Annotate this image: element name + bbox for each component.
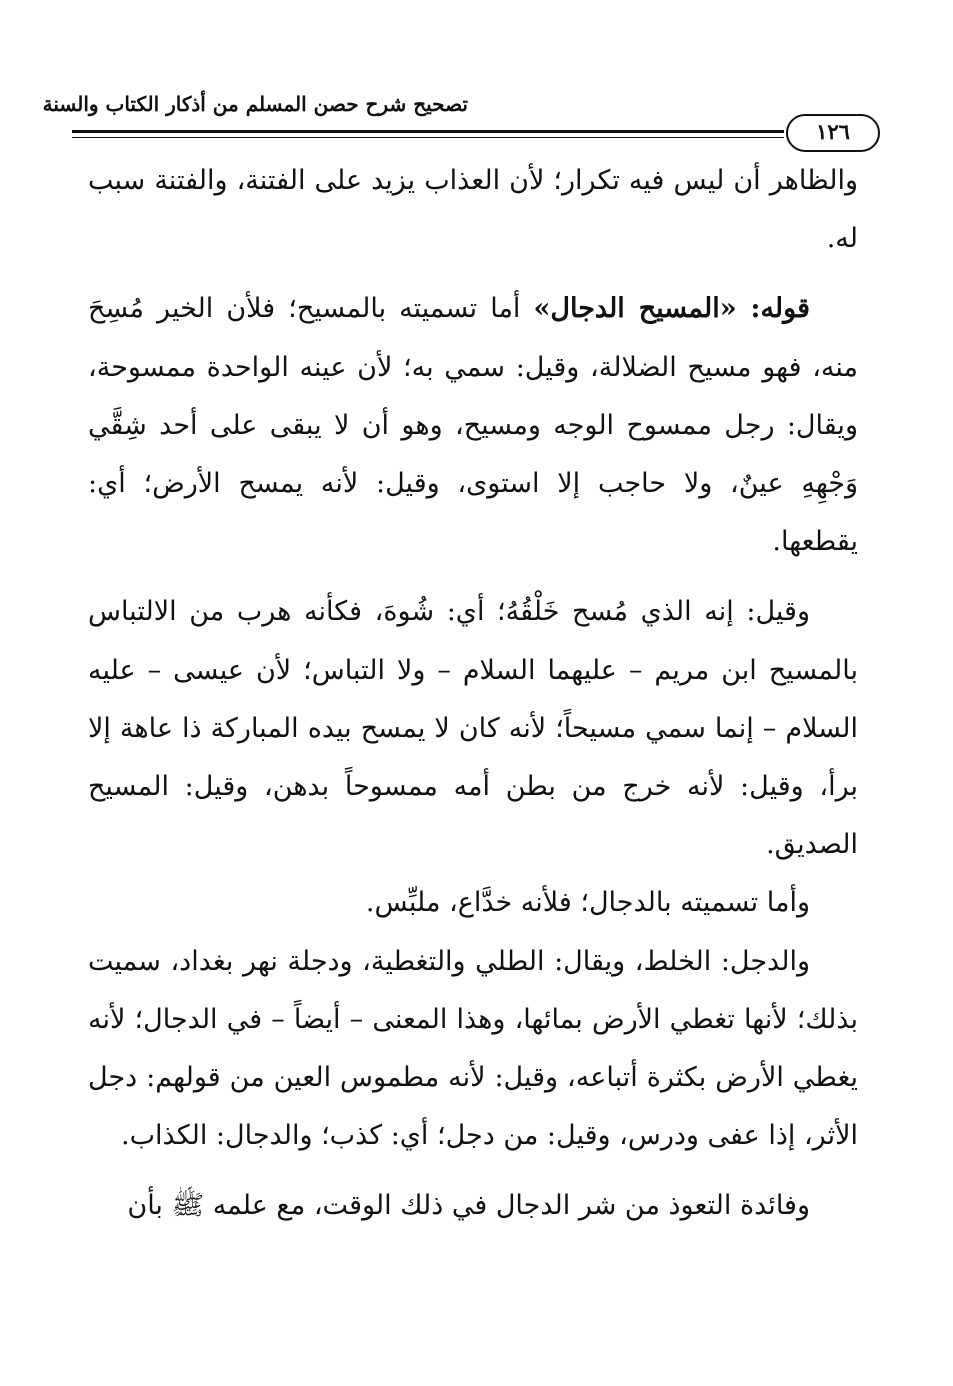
header-rule: [72, 130, 784, 133]
paragraph: والدجل: الخلط، ويقال: الطلي والتغطية، ودجلة نهر بغداد، سميت بذلك؛ لأنها تغطي الأرض بمائها، وهذا المعنى – أيضاً – في الدجال؛ لأنه يغطي الأرض بكثرة أتباعه، وقيل: لأنه مطموس العين من قولهم: دجل الأثر، إذا عفى ودرس، وقيل: من دجل؛ أي: كذب؛ والدجال: الكذاب.: [88, 945, 858, 1152]
paragraph: [88, 280, 858, 571]
page-body: [88, 152, 858, 1236]
paragraph: والظاهر أن ليس فيه تكرار؛ لأن العذاب يزيد على الفتنة، والفتنة سبب له.: [88, 165, 858, 255]
header-rule-thin: [72, 137, 784, 138]
paragraph-text: أما تسميته بالمسيح؛ فلأن الخير مُسِحَ منه، فهو مسيح الضلالة، وقيل: سمي به؛ لأن عينه الواحدة ممسوحة، ويقال: رجل ممسوح الوجه ومسيح، وهو أن لا يبقى على أحد شِقَّي وَجْهِهِ عينٌ، ولا حاجب إلا استوى، وقيل: لأنه يمسح الأرض؛ أي: يقطعها.: [88, 293, 858, 558]
paragraph: وأما تسميته بالدجال؛ فلأنه خدَّاع، ملبِّس.: [365, 887, 810, 919]
page-number: ١٢٦: [786, 114, 880, 152]
quoted-term: قوله: «المسيح الدجال»: [533, 293, 811, 325]
running-title: تصحيح شرح حصن المسلم من أذكار الكتاب والسنة: [42, 92, 468, 116]
paragraph: وفائدة التعوذ من شر الدجال في ذلك الوقت، مع علمه ﷺ بأن: [127, 1190, 810, 1222]
page-header: [42, 88, 880, 158]
paragraph: وقيل: إنه الذي مُسح خَلْقُهُ؛ أي: شُوهَ، فكأنه هرب من الالتباس بالمسيح ابن مريم – عليهما السلام – ولا التباس؛ لأن عيسى – عليه السلام – إنما سمي مسيحاً؛ لأنه كان لا يمسح بيده المباركة ذا عاهة إلا برأ، وقيل: لأنه خرج من بطن أمه ممسوحاً بدهن، وقيل: المسيح الصديق.: [88, 596, 858, 861]
